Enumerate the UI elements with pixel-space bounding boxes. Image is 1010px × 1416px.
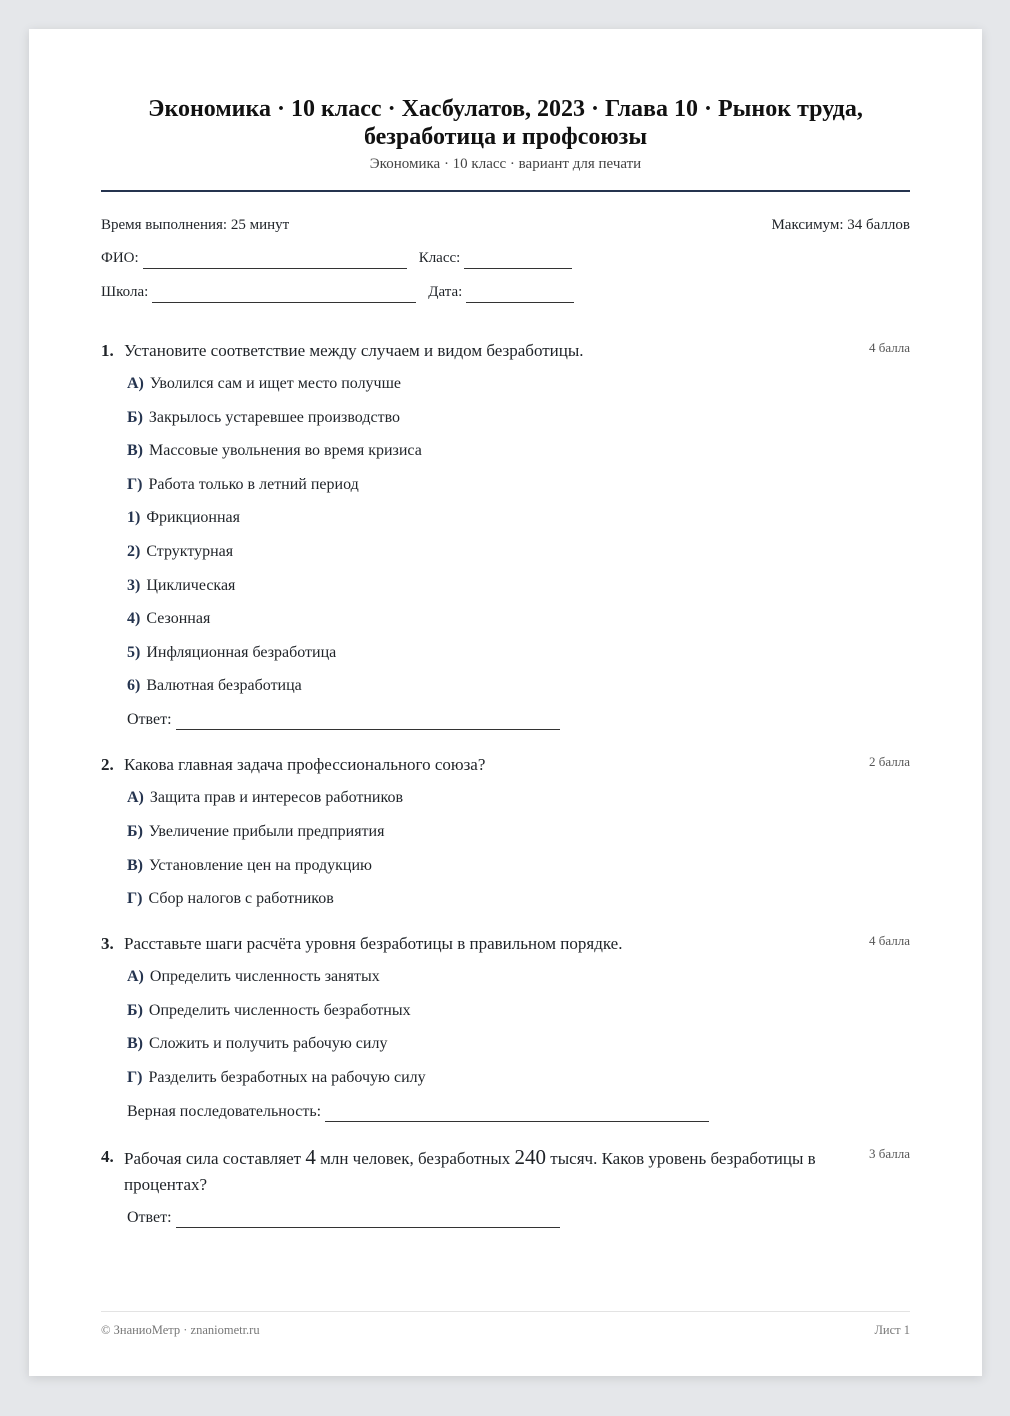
question-number: 4.: [101, 1146, 114, 1166]
question-3: [101, 931, 910, 1122]
option-item: [127, 1068, 910, 1088]
option-label: Г): [127, 475, 143, 493]
question-number-value: 240: [514, 1144, 547, 1169]
student-fields-row-2: [101, 281, 910, 303]
max-score: Максимум: 34 баллов: [771, 217, 910, 233]
option-item: [127, 441, 910, 461]
option-item[interactable]: [127, 856, 910, 876]
option-item: [127, 967, 910, 987]
answer-input-line[interactable]: [325, 1105, 709, 1122]
option-label: В): [127, 442, 143, 460]
option-text: Массовые увольнения во время кризиса: [149, 442, 422, 460]
answer-label: Ответ:: [127, 711, 172, 729]
option-text: Сложить и получить рабочую силу: [149, 1035, 388, 1053]
page-title: Экономика · 10 класс · Хасбулатов, 2023 · Глава 10 · Рынок труда, безработица и профсоюзы: [148, 96, 863, 150]
school-input-line[interactable]: [152, 286, 416, 303]
question-number: 3.: [101, 934, 114, 954]
option-text: Определить численность безработных: [148, 1001, 411, 1019]
answer-field[interactable]: [127, 1208, 910, 1228]
option-item: [127, 374, 910, 394]
option-text: Инфляционная безработица: [146, 643, 337, 661]
option-item: [127, 676, 910, 696]
option-label: 6): [127, 677, 141, 695]
class-input-line[interactable]: [464, 252, 572, 269]
option-label: Б): [127, 1001, 143, 1019]
time-limit: Время выполнения: 25 минут: [101, 217, 290, 233]
option-label: 2): [127, 542, 141, 560]
answer-input-line[interactable]: [176, 713, 560, 730]
footer-copyright: © ЗнаниоМетр · znaniometr.ru: [101, 1323, 260, 1337]
date-field[interactable]: [428, 281, 574, 303]
option-item: [127, 609, 910, 629]
date-input-line[interactable]: [466, 286, 574, 303]
class-field[interactable]: [419, 247, 573, 269]
question-text-part: Рабочая сила составляет: [124, 1148, 306, 1168]
option-item: [127, 408, 910, 428]
option-text: Защита прав и интересов работников: [149, 789, 403, 807]
question-text-part: млн человек, безработных: [315, 1148, 515, 1168]
option-label: В): [127, 1035, 143, 1053]
option-text: Фрикционная: [146, 509, 241, 527]
question-3-head: [101, 931, 910, 957]
option-label: В): [127, 856, 143, 874]
option-text: Уволился сам и ищет место получше: [149, 375, 402, 392]
answer-label: Ответ:: [127, 1208, 172, 1226]
option-label: Г): [127, 890, 143, 908]
question-text: Какова главная задача профессионального союза?: [124, 755, 486, 775]
question-4-head: [101, 1144, 910, 1198]
question-text: [124, 1144, 910, 1198]
option-item: [127, 1001, 910, 1021]
option-label: А): [127, 789, 144, 807]
date-label: Дата:: [428, 284, 463, 300]
footer-page-number: Лист 1: [874, 1323, 910, 1337]
option-item: [127, 1034, 910, 1054]
option-text: Валютная безработица: [146, 677, 302, 695]
question-number: 2.: [101, 755, 114, 775]
question-text: Расставьте шаги расчёта уровня безработицы в правильном порядке.: [124, 934, 623, 954]
option-item[interactable]: [127, 889, 910, 909]
option-text: Структурная: [146, 542, 234, 560]
question-1: [101, 338, 910, 730]
question-2: [101, 752, 910, 909]
option-text: Закрылось устаревшее производство: [148, 408, 401, 426]
question-text: Установите соответствие между случаем и видом безработицы.: [124, 341, 584, 360]
meta-row: [101, 215, 910, 235]
question-3-options: [127, 967, 910, 1088]
option-text: Определить численность занятых: [149, 968, 380, 986]
page-subtitle: Экономика · 10 класс · вариант для печати: [369, 156, 642, 172]
answer-label: Верная последовательность:: [127, 1102, 322, 1120]
option-text: Увеличение прибыли предприятия: [148, 822, 385, 840]
option-item[interactable]: [127, 788, 910, 808]
question-1-options: [127, 374, 910, 696]
option-label: А): [127, 968, 144, 986]
fio-label: ФИО:: [101, 250, 139, 266]
question-number-value: 4: [305, 1144, 316, 1169]
option-text: Циклическая: [146, 576, 236, 594]
title-divider: [101, 190, 910, 192]
question-number: 1.: [101, 341, 114, 360]
answer-input-line[interactable]: [176, 1211, 560, 1228]
option-text: Сезонная: [146, 610, 211, 628]
option-item: [127, 643, 910, 663]
option-text: Сбор налогов с работников: [148, 890, 334, 908]
option-item: [127, 475, 910, 495]
question-4: [101, 1144, 910, 1228]
option-label: Г): [127, 1068, 143, 1086]
class-label: Класс:: [418, 250, 461, 266]
school-field[interactable]: [101, 281, 416, 303]
option-text: Разделить безработных на рабочую силу: [148, 1068, 426, 1086]
fio-field[interactable]: [101, 247, 407, 269]
option-label: 5): [127, 643, 141, 661]
option-label: Б): [127, 408, 143, 426]
question-points: 3 балла: [869, 1145, 910, 1161]
sequence-answer-field[interactable]: [127, 1102, 910, 1122]
option-label: 4): [127, 610, 141, 628]
option-item: [127, 542, 910, 562]
option-item[interactable]: [127, 822, 910, 842]
option-label: А): [127, 375, 144, 392]
option-label: 1): [127, 509, 141, 527]
question-points: 4 балла: [869, 340, 910, 355]
question-1-head: [101, 338, 910, 364]
option-label: Б): [127, 822, 143, 840]
question-points: 2 балла: [869, 754, 910, 770]
student-fields-row-1: [101, 247, 910, 269]
school-label: Школа:: [101, 284, 149, 300]
answer-field[interactable]: [127, 710, 910, 730]
page-content: [101, 95, 910, 1228]
option-label: 3): [127, 576, 141, 594]
option-text: Работа только в летний период: [148, 475, 359, 493]
worksheet-page: [29, 29, 982, 1376]
question-2-options: [127, 788, 910, 909]
option-item: [127, 508, 910, 528]
question-2-head: [101, 752, 910, 778]
option-item: [127, 576, 910, 596]
fio-input-line[interactable]: [143, 252, 407, 269]
option-text: Установление цен на продукцию: [149, 856, 372, 874]
page-footer: [101, 1311, 910, 1338]
question-text-part: тысяч. Каков уровень безработицы в процентах?: [124, 1148, 816, 1194]
question-points: 4 балла: [869, 933, 910, 949]
